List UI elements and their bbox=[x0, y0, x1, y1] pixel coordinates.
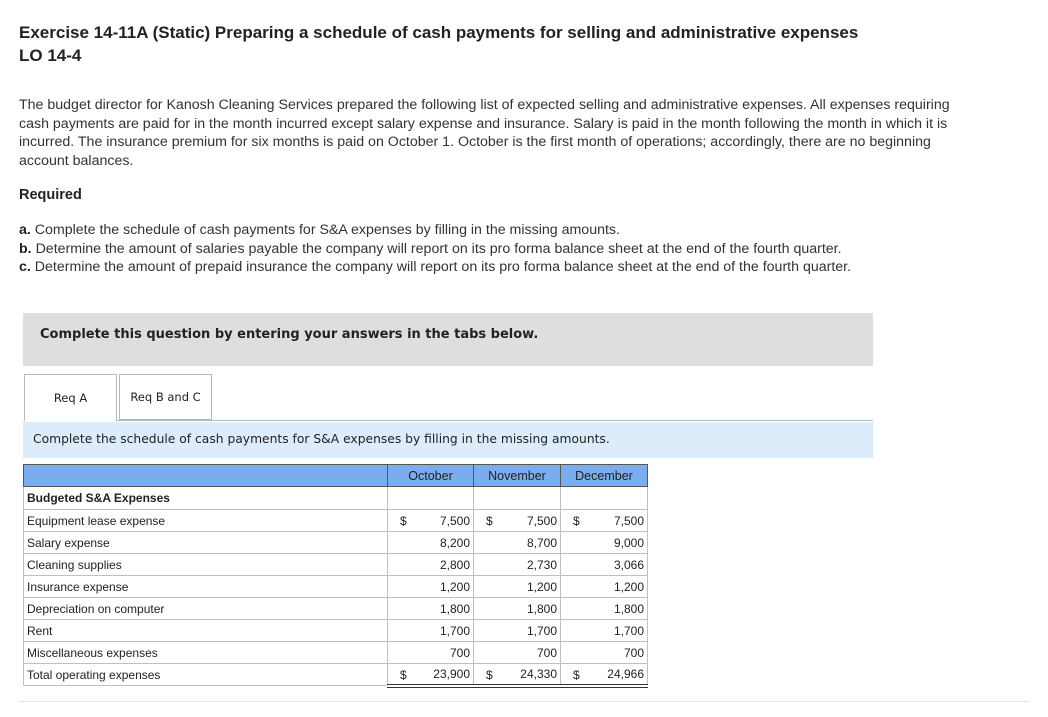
table-row bbox=[24, 576, 648, 598]
amount-input[interactable]: 8,700 bbox=[474, 532, 561, 554]
title-line-1: Exercise 14-11A (Static) Preparing a schedule of cash payments for selling and administrative expenses bbox=[19, 23, 859, 42]
currency-symbol: $ bbox=[573, 668, 580, 682]
currency-symbol: $ bbox=[486, 668, 493, 682]
amount-input[interactable] bbox=[474, 510, 561, 532]
row-label: Rent bbox=[24, 620, 388, 642]
schedule-instruction: Complete the schedule of cash payments for S&A expenses by filling in the missing amounts. bbox=[23, 422, 873, 458]
amount-input[interactable]: 1,200 bbox=[561, 576, 648, 598]
total-input[interactable] bbox=[388, 664, 474, 686]
amount-input[interactable]: 1,700 bbox=[561, 620, 648, 642]
amount-input[interactable]: 700 bbox=[388, 642, 474, 664]
total-input[interactable] bbox=[474, 664, 561, 686]
column-header-november: November bbox=[474, 465, 561, 487]
table-row bbox=[24, 620, 648, 642]
amount-input[interactable]: 1,200 bbox=[388, 576, 474, 598]
amount-input[interactable]: 1,800 bbox=[474, 598, 561, 620]
tabs-instruction-banner: Complete this question by entering your answers in the tabs below. bbox=[23, 313, 873, 366]
section-heading: Budgeted S&A Expenses bbox=[24, 487, 388, 510]
schedule-table bbox=[23, 464, 648, 688]
blank-cell bbox=[474, 487, 561, 510]
row-label: Insurance expense bbox=[24, 576, 388, 598]
table-row bbox=[24, 532, 648, 554]
amount-input[interactable]: 1,700 bbox=[474, 620, 561, 642]
amount-input[interactable]: 9,000 bbox=[561, 532, 648, 554]
requirement-c: c. Determine the amount of prepaid insurance the company will report on its pro forma balance sheet at the end of the fourth quarter. bbox=[19, 259, 852, 275]
active-tab-gap bbox=[25, 420, 116, 421]
header-row bbox=[24, 465, 648, 487]
currency-symbol: $ bbox=[573, 514, 580, 528]
amount-input[interactable]: 1,700 bbox=[388, 620, 474, 642]
amount-input[interactable]: 1,200 bbox=[474, 576, 561, 598]
table-row bbox=[24, 554, 648, 576]
currency-symbol: $ bbox=[400, 668, 407, 682]
amount-input[interactable]: 700 bbox=[561, 642, 648, 664]
tab-req-a-label: Req A bbox=[53, 391, 88, 405]
tab-req-b-and-c[interactable] bbox=[119, 374, 212, 420]
section-heading-row bbox=[24, 487, 648, 510]
tab-divider bbox=[24, 420, 873, 421]
row-label: Miscellaneous expenses bbox=[24, 642, 388, 664]
row-label: Equipment lease expense bbox=[24, 510, 388, 532]
amount-input[interactable]: 1,800 bbox=[561, 598, 648, 620]
table-row bbox=[24, 598, 648, 620]
amount-value: 7,500 bbox=[526, 513, 557, 528]
row-label: Salary expense bbox=[24, 532, 388, 554]
amount-input[interactable] bbox=[388, 510, 474, 532]
amount-input[interactable] bbox=[561, 510, 648, 532]
amount-input[interactable]: 700 bbox=[474, 642, 561, 664]
tab-req-a[interactable] bbox=[24, 374, 117, 421]
amount-input[interactable]: 2,800 bbox=[388, 554, 474, 576]
header-blank-cell bbox=[24, 465, 388, 487]
amount-input[interactable]: 1,800 bbox=[388, 598, 474, 620]
total-value: 24,330 bbox=[520, 666, 557, 681]
total-input[interactable] bbox=[561, 664, 648, 686]
blank-cell bbox=[561, 487, 648, 510]
amount-input[interactable]: 3,066 bbox=[561, 554, 648, 576]
currency-symbol: $ bbox=[400, 514, 407, 528]
exercise-title bbox=[19, 21, 1019, 67]
total-value: 23,900 bbox=[433, 666, 470, 681]
blank-cell bbox=[388, 487, 474, 510]
row-label: Total operating expenses bbox=[24, 664, 388, 686]
row-label: Cleaning supplies bbox=[24, 554, 388, 576]
amount-value: 7,500 bbox=[613, 513, 644, 528]
total-value: 24,966 bbox=[607, 666, 644, 681]
requirements-list bbox=[19, 221, 1019, 277]
amount-input[interactable]: 8,200 bbox=[388, 532, 474, 554]
required-heading: Required bbox=[19, 187, 82, 203]
column-header-october: October bbox=[388, 465, 474, 487]
requirement-a: a. Complete the schedule of cash payments for S&A expenses by filling in the missing amounts. bbox=[19, 222, 620, 238]
tab-req-b-and-c-label: Req B and C bbox=[130, 390, 201, 404]
requirement-b: b. Determine the amount of salaries payable the company will report on its pro forma balance sheet at the end of the fourth quarter. bbox=[19, 240, 842, 257]
table-row bbox=[24, 510, 648, 532]
table-row bbox=[24, 642, 648, 664]
amount-value: 7,500 bbox=[439, 513, 470, 528]
bottom-divider bbox=[19, 701, 1029, 702]
title-line-2: LO 14-4 bbox=[19, 46, 82, 65]
total-row bbox=[24, 664, 648, 686]
amount-input[interactable]: 2,730 bbox=[474, 554, 561, 576]
intro-paragraph: The budget director for Kanosh Cleaning Services prepared the following list of expected selling and administrative expenses. All expenses requiring cash payments are paid for in the month incurred except salary expense and insurance. Salary is paid in the month following the month in which it is incurred. The insurance premium for six months is paid on October 1. October is the first month of operations; accordingly, there are no beginning account balances. bbox=[19, 97, 950, 169]
row-label: Depreciation on computer bbox=[24, 598, 388, 620]
column-header-december: December bbox=[561, 465, 648, 487]
currency-symbol: $ bbox=[486, 514, 493, 528]
